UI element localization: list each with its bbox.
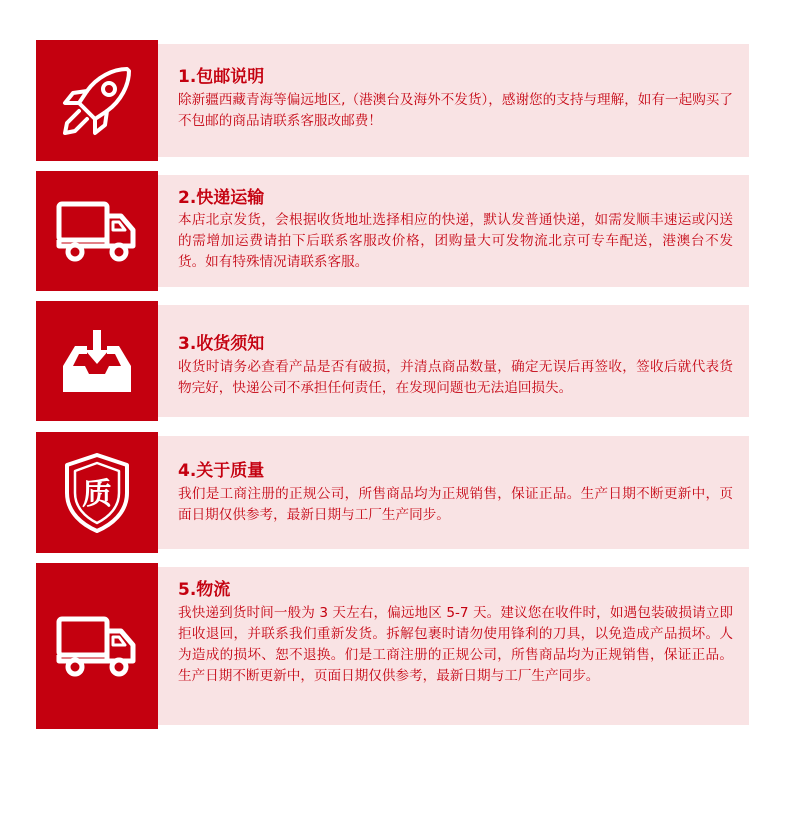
quality-glyph: 质 [82,476,112,512]
rocket-icon [57,61,137,141]
section-content [158,436,749,549]
icon-panel [36,40,158,161]
section-title: 4.关于质量 [178,461,265,481]
inbox-download-icon [57,326,137,396]
section-text: 我快递到货时间一般为 3 天左右，偏远地区 5-7 天。建议您在收件时，如遇包装破损请立即拒收退回，并联系我们重新发货。拆解包裹时请勿使用锋利的刀具，以免造成产品损坏。人为造成的损坏、恕不退换。们是工商注册的正规公司，所售商品均为正规销售，保证正品。生产日期不断更新中，页面日期仅供参考，最新日期与工厂生产同步。 [178,605,733,684]
section-content [158,305,749,417]
section-shipping-policy [36,40,749,161]
section-title: 1.包邮说明 [178,67,265,87]
icon-panel [36,301,158,421]
section-logistics [36,563,749,729]
icon-panel [36,563,158,729]
logistics-truck-icon [55,611,139,681]
delivery-truck-icon [55,196,139,266]
section-text: 收货时请务必查看产品是否有破损，并清点商品数量，确定无误后再签收，签收后就代表货物完好，快递公司不承担任何责任，在发现问题也无法追回损失。 [178,359,733,396]
section-text: 本店北京发货，会根据收货地址选择相应的快递，默认发普通快递，如需发顺丰速运或闪送的需增加运费请拍下后联系客服改价格，团购量大可发物流北京可专车配送，港澳台不发货。如有特殊情况请联系客服。 [178,212,733,270]
icon-panel [36,171,158,291]
quality-shield-icon [59,451,135,535]
section-quality [36,432,749,553]
section-content [158,44,749,157]
section-content [158,567,749,725]
section-receiving-notes [36,301,749,421]
section-title: 5.物流 [178,580,231,600]
section-delivery [36,171,749,291]
section-title: 3.收货须知 [178,334,265,354]
icon-panel [36,432,158,553]
section-content [158,175,749,287]
section-title: 2.快递运输 [178,188,265,208]
section-text: 除新疆西藏青海等偏远地区,（港澳台及海外不发货），感谢您的支持与理解，如有一起购买了不包邮的商品请联系客服改邮费！ [178,92,733,129]
section-text: 我们是工商注册的正规公司，所售商品均为正规销售，保证正品。生产日期不断更新中，页面日期仅供参考，最新日期与工厂生产同步。 [178,486,733,523]
